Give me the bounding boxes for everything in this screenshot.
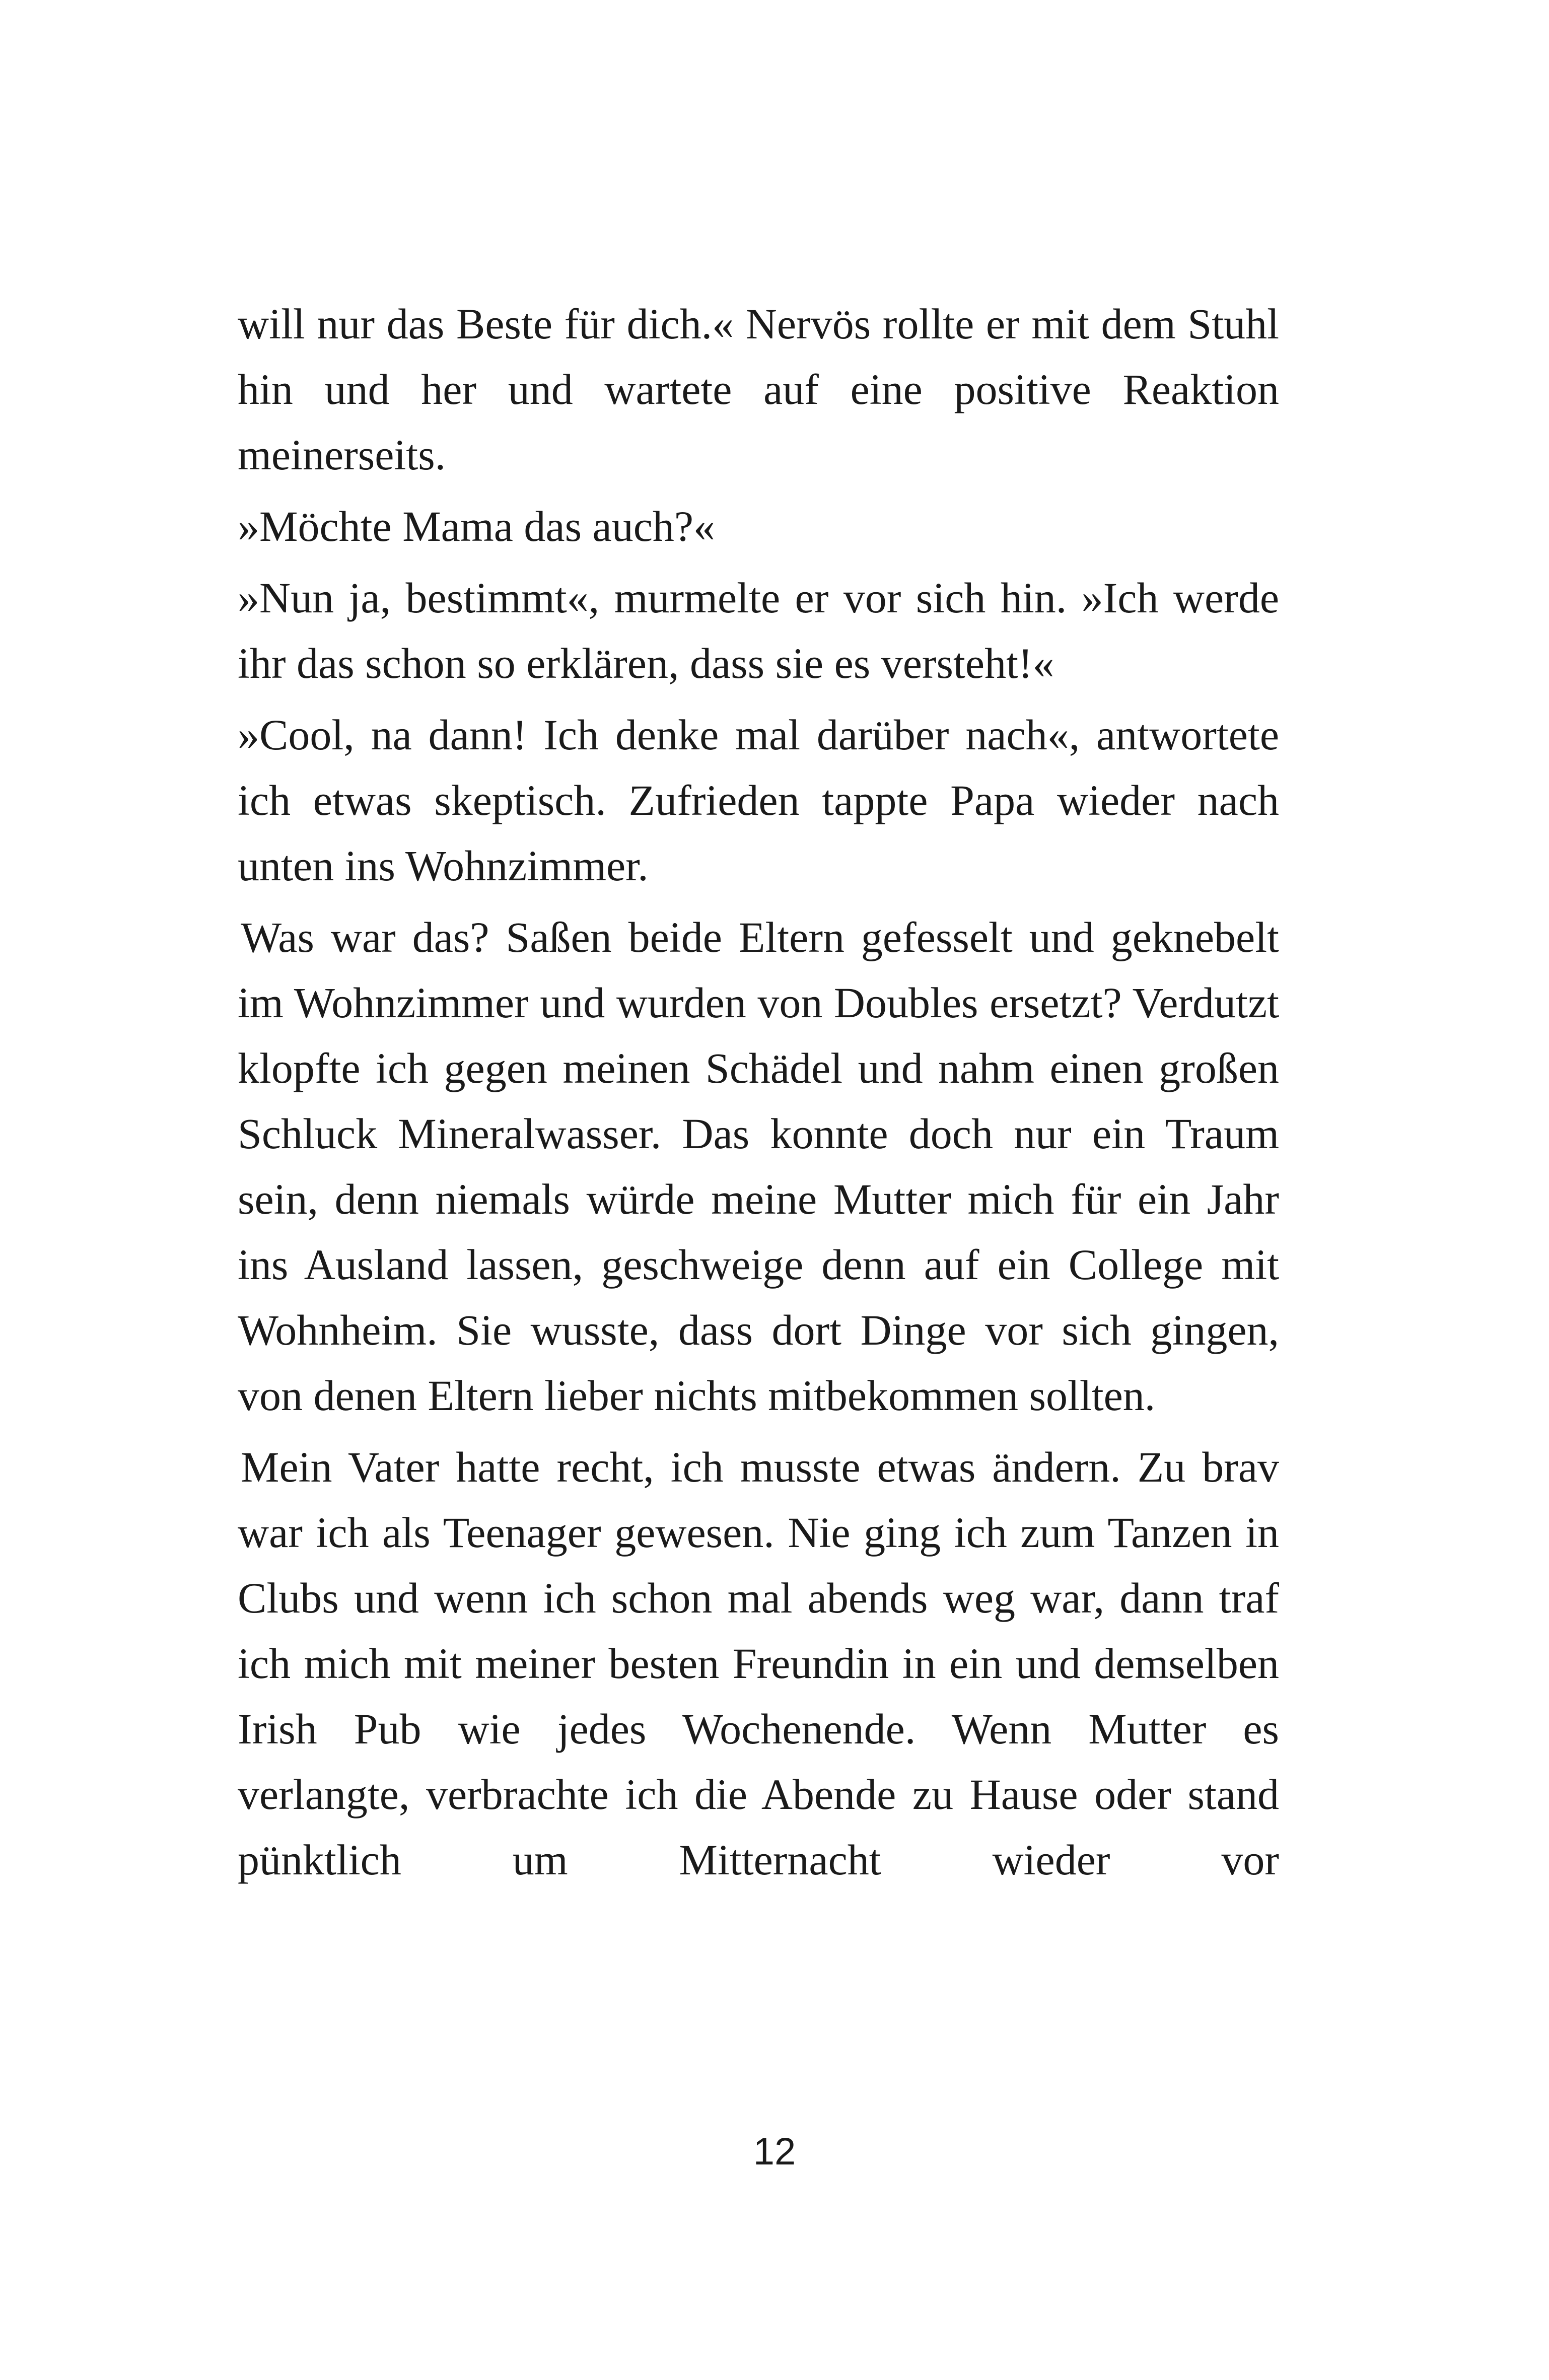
paragraph-5: Was war das? Saßen beide Eltern gefesselt und geknebelt im Wohnzimmer und wurden von Doubles ersetzt? Verdutzt klopfte ich gegen meinen Schädel und nahm einen großen Schluck Mineralwasser. Das konnte doch nur ein Traum sein, denn niemals würde meine Mutter mich für ein Jahr ins Ausland lassen, geschweige denn auf ein College mit Wohnheim. Sie wusste, dass dort Dinge vor sich gingen, von denen Eltern lieber nichts mitbekommen sollten. (238, 913, 1279, 1420)
body-text (238, 291, 1279, 1899)
paragraph-4: »Cool, na dann! Ich denke mal darüber nach«, antwortete ich etwas skeptisch. Zufrieden tappte Papa wieder nach unten ins Wohnzimmer. (238, 711, 1279, 890)
paragraph-6: Mein Vater hatte recht, ich musste etwas ändern. Zu brav war ich als Teenager gewesen. Nie ging ich zum Tanzen in Clubs und wenn ich schon mal abends weg war, dann traf ich mich mit meiner besten Freundin in ein und demselben Irish Pub wie jedes Wochenende. Wenn Mutter es verlangte, verbrachte ich die Abende zu Hause oder stand pünktlich um Mitternacht wieder vor (238, 1443, 1279, 1884)
paragraph-1: will nur das Beste für dich.« Nervös rollte er mit dem Stuhl hin und her und wartete auf eine positive Reaktion meinerseits. (238, 300, 1279, 479)
paragraph-3: »Nun ja, bestimmt«, murmelte er vor sich hin. »Ich werde ihr das schon so erklären, dass sie es versteht!« (238, 574, 1279, 687)
paragraph-2: »Möchte Mama das auch?« (238, 502, 716, 550)
page-number: 12 (753, 2130, 796, 2173)
